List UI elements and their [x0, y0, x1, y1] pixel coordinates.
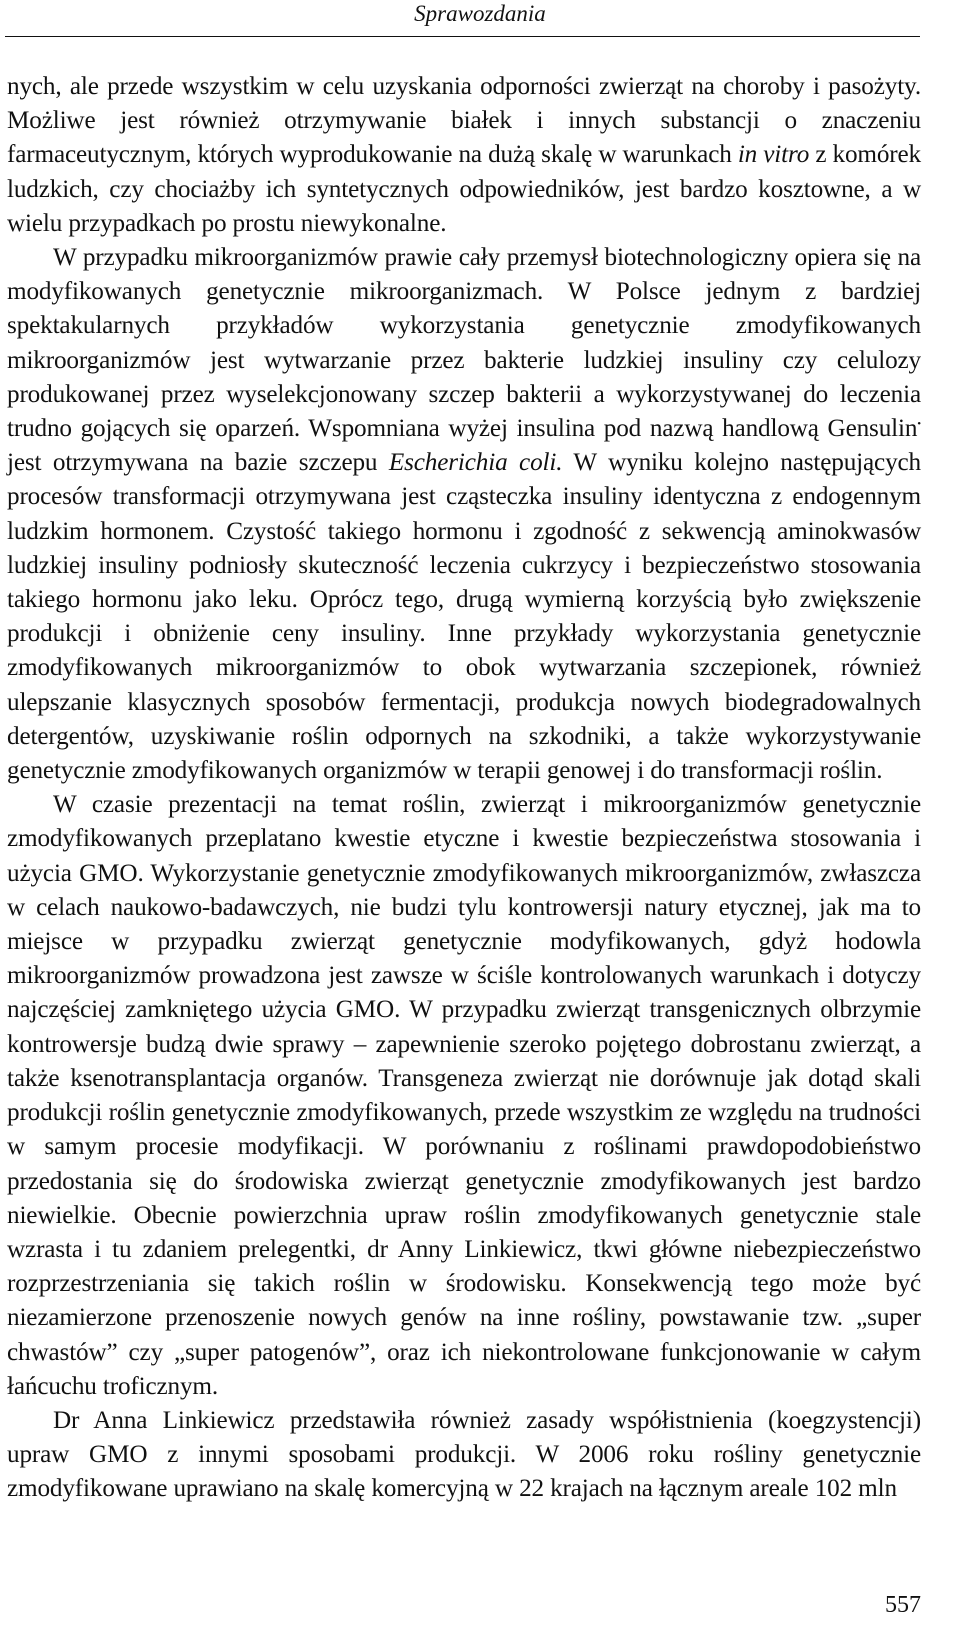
- page-number: 557: [885, 1592, 921, 1618]
- paragraph-2-text-b: jest otrzymywana na bazie szczepu: [7, 449, 389, 477]
- paragraph-1-text-b: z komórek ludzkich, czy chociażby ich syntetycznych odpowiedników, jest bardzo kosztowne, a w wielu przypadkach po prostu niewykonalne.: [7, 141, 921, 237]
- header-rule: [5, 36, 920, 37]
- body-text: [7, 70, 921, 1507]
- paragraph-2-italic-escherichia: Escherichia coli.: [388, 449, 563, 477]
- paragraph-2: [7, 241, 921, 788]
- running-head: Sprawozdania: [414, 1, 546, 26]
- paragraph-2-text-a: W przypadku mikroorganizmów prawie cały przemysł biotechnologiczny opiera się na modyfikowanych genetycznie mikroorganizmach. W Polsce jednym z bardziej spektakularnych przykładów wykorzystania genetycznie zmodyfikowanych mikroorganizmów jest wytwarzanie przez bakterie ludzkiej insuliny czy celulozy produkowanej przez wyselekcjonowany szczep bakterii a wykorzystywanej do leczenia trudno gojących się oparzeń. Wspomniana wyżej insulina pod nazwą handlową Gensulin: [7, 244, 921, 443]
- paragraph-1: [7, 70, 921, 241]
- paragraph-4: Dr Anna Linkiewicz przedstawiła również zasady współistnienia (koegzystencji) upraw GMO z innymi sposobami produkcji. W 2006 roku rośliny genetycznie zmodyfikowane uprawiano na skalę komercyjną w 22 krajach na łącznym areale 102 mln: [7, 1406, 921, 1503]
- registered-mark: •: [917, 418, 921, 431]
- paragraph-3: W czasie prezentacji na temat roślin, zwierząt i mikroorganizmów genetycznie zmodyfikowanych przeplatano kwestie etyczne i kwestie bezpieczeństwa stosowania i użycia GMO. Wykorzystanie genetycznie zmodyfikowanych mikroorganizmów, zwłaszcza w celach naukowo-badawczych, nie budzi tylu kontrowersji natury etycznej, jak ma to miejsce w przypadku zwierząt genetycznie modyfikowanych, gdyż hodowla mikroorganizmów prowadzona jest zawsze w ściśle kontrolowanych warunkach i dotyczy najczęściej zamkniętego użycia GMO. W przypadku zwierząt transgenicznych olbrzymie kontrowersje budzą dwie sprawy – zapewnienie szeroko pojętego dobrostanu zwierząt, a także ksenotransplantacja organów. Transgeneza zwierząt nie dorównuje jak dotąd skali produkcji roślin genetycznie zmodyfikowanych, przede wszystkim ze względu na trudności w samym procesie modyfikacji. W porównaniu z roślinami prawdopodobieństwo przedostania się do środowiska zwierząt genetycznie zmodyfikowanych jest bardzo niewielkie. Obecnie powierzchnia upraw roślin zmodyfikowanych genetycznie stale wzrasta i tu zdaniem prelegentki, dr Anny Linkiewicz, tkwi główne niebezpieczeństwo rozprzestrzeniania się takich roślin w środowisku. Konsekwencją tego może być niezamierzone przenoszenie nowych genów na inne rośliny, powstawanie tzw. „super chwastów” czy „super patogenów”, oraz ich niekontrolowane funkcjonowanie w całym łańcuchu troficznym.: [7, 791, 921, 1400]
- paragraph-1-italic-in-vitro: in vitro: [737, 141, 810, 169]
- paragraph-2-text-c: W wyniku kolejno następujących procesów transformacji otrzymywana jest cząsteczka insuliny identyczna z endogennym ludzkim hormonem. Czystość takiego hormonu i zgodność z sekwencją aminokwasów ludzkiej insuliny podniosły skuteczność leczenia cukrzycy i bezpieczeństwo stosowania takiego hormonu jako leku. Oprócz tego, drugą wymierną korzyścią było zwiększenie produkcji i obniżenie ceny insuliny. Inne przykłady wykorzystania genetycznie zmodyfikowanych mikroorganizmów to obok wytwarzania szczepionek, również ulepszanie klasycznych sposobów fermentacji, produkcja nowych biodegradowalnych detergentów, uzyskiwanie roślin odpornych na szkodniki, a także wykorzystywanie genetycznie zmodyfikowanych organizmów w terapii genowej i do transformacji roślin.: [7, 449, 921, 785]
- paragraph-1-text-a: nych, ale przede wszystkim w celu uzyskania odporności zwierząt na choroby i pasożyty. Możliwe jest również otrzymywanie białek i innych substancji o znaczeniu farmaceutycznym, których wyprodukowanie na dużą skalę w warunkach: [7, 73, 921, 169]
